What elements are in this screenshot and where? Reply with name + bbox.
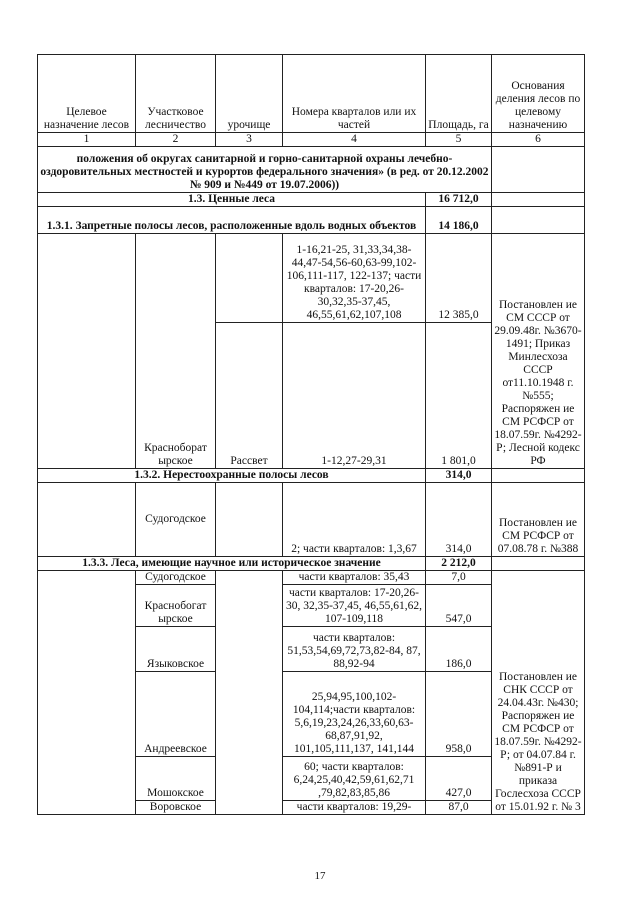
empty-cell — [492, 469, 585, 483]
area-cell: 12 385,0 — [426, 234, 492, 323]
column-number: 6 — [492, 133, 585, 147]
area-cell: 87,0 — [426, 801, 492, 815]
area-cell: 427,0 — [426, 757, 492, 801]
column-number-row — [38, 133, 585, 147]
basis-cell: Постановлен ие СМ РСФСР от 07.08.78 г. №388 — [492, 483, 585, 557]
header-basis: Основания деления лесов по целевому назначению — [492, 55, 585, 133]
table-row — [38, 234, 585, 323]
area-cell: 7,0 — [426, 571, 492, 585]
basis-cell: Постановлен ие СНК СССР от 24.04.43г. №430; Распоряжен ие СМ РСФСР от 18.07.59г. №4292-Р; от 04.07.84 г. №891-Р и приказа Гослесхоза СССР от 15.01.92 г. № 3 — [492, 571, 585, 815]
area-cell: 186,0 — [426, 627, 492, 672]
quarters-cell: 25,94,95,100,102-104,114;части кварталов: 5,6,19,23,24,26,33,60,63-68,87,91,92, 101,105,111,137, 141,144 — [283, 672, 426, 757]
section-row — [38, 193, 585, 207]
table-row — [38, 571, 585, 585]
column-number: 1 — [38, 133, 136, 147]
column-number: 3 — [216, 133, 283, 147]
empty-cell — [38, 483, 136, 557]
quarters-cell: 60; части кварталов: 6,24,25,40,42,59,61,62,71 ,79,82,83,85,86 — [283, 757, 426, 801]
tract-cell — [216, 234, 283, 323]
forestry-cell: Андреевское — [136, 672, 216, 757]
empty-cell — [492, 557, 585, 571]
tract-cell: Рассвет — [216, 323, 283, 469]
page-number: 17 — [314, 870, 326, 882]
column-number: 4 — [283, 133, 426, 147]
section-area: 14 186,0 — [426, 207, 492, 234]
section-area: 314,0 — [426, 469, 492, 483]
area-cell: 1 801,0 — [426, 323, 492, 469]
quarters-cell: части кварталов: 17-20,26-30, 32,35-37,45, 46,55,61,62, 107-109,118 — [283, 585, 426, 627]
forestry-cell: Мошокское — [136, 757, 216, 801]
area-cell: 547,0 — [426, 585, 492, 627]
area-cell: 958,0 — [426, 672, 492, 757]
tract-cell — [216, 571, 283, 815]
forestry-cell: Краснобогат ырское — [136, 585, 216, 627]
section-title: 1.3.1. Запретные полосы лесов, расположенные вдоль водных объектов — [38, 207, 426, 234]
empty-cell — [38, 234, 136, 469]
header-tract: урочище — [216, 55, 283, 133]
forestry-cell: Судогодское — [136, 571, 216, 585]
forestry-cell: Судогодское — [136, 483, 216, 557]
section-area: 16 712,0 — [426, 193, 492, 207]
section-row — [38, 207, 585, 234]
forest-purpose-table — [37, 54, 585, 815]
header-row — [38, 55, 585, 133]
intro-text: положения об округах санитарной и горно-санитарной охраны лечебно-оздоровительных местностей и курортов федерального значения» (в ред. от 20.12.2002 № 909 и №449 от 19.07.2006)) — [38, 147, 492, 193]
column-number: 5 — [426, 133, 492, 147]
tract-cell — [216, 483, 283, 557]
area-cell: 314,0 — [426, 483, 492, 557]
section-row — [38, 469, 585, 483]
quarters-cell: 2; части кварталов: 1,3,67 — [283, 483, 426, 557]
table-row — [38, 483, 585, 557]
intro-row — [38, 147, 585, 193]
header-area: Площадь, га — [426, 55, 492, 133]
quarters-cell: части кварталов: 35,43 — [283, 571, 426, 585]
forestry-cell: Воровское — [136, 801, 216, 815]
empty-cell — [492, 207, 585, 234]
header-purpose: Целевое назначение лесов — [38, 55, 136, 133]
section-title: 1.3.3. Леса, имеющие научное или историческое значение — [38, 557, 426, 571]
quarters-cell: 1-12,27-29,31 — [283, 323, 426, 469]
basis-cell: Постановлен ие СМ СССР от 29.09.48г. №3670-1491; Приказ Минлесхоза СССР от11.10.1948 г. №555; Распоряжен ие СМ РСФСР от 18.07.59г. №4292-Р; Лесной кодекс РФ — [492, 234, 585, 469]
empty-cell — [492, 193, 585, 207]
forestry-cell: Красноборат ырское — [136, 234, 216, 469]
forestry-cell: Языковское — [136, 627, 216, 672]
header-quarters: Номера кварталов или их частей — [283, 55, 426, 133]
section-title: 1.3.2. Нерестоохранные полосы лесов — [38, 469, 426, 483]
empty-cell — [492, 147, 585, 193]
empty-cell — [38, 571, 136, 815]
section-title: 1.3. Ценные леса — [38, 193, 426, 207]
quarters-cell: части кварталов: 51,53,54,69,72,73,82-84, 87, 88,92-94 — [283, 627, 426, 672]
column-number: 2 — [136, 133, 216, 147]
header-forestry: Участковое лесничество — [136, 55, 216, 133]
quarters-cell: 1-16,21-25, 31,33,34,38-44,47-54,56-60,63-99,102-106,111-117, 122-137; части кварталов: 17-20,26-30,32,35-37,45, 46,55,61,62,107,108 — [283, 234, 426, 323]
section-row — [38, 557, 585, 571]
quarters-cell: части кварталов: 19,29- — [283, 801, 426, 815]
section-area: 2 212,0 — [426, 557, 492, 571]
